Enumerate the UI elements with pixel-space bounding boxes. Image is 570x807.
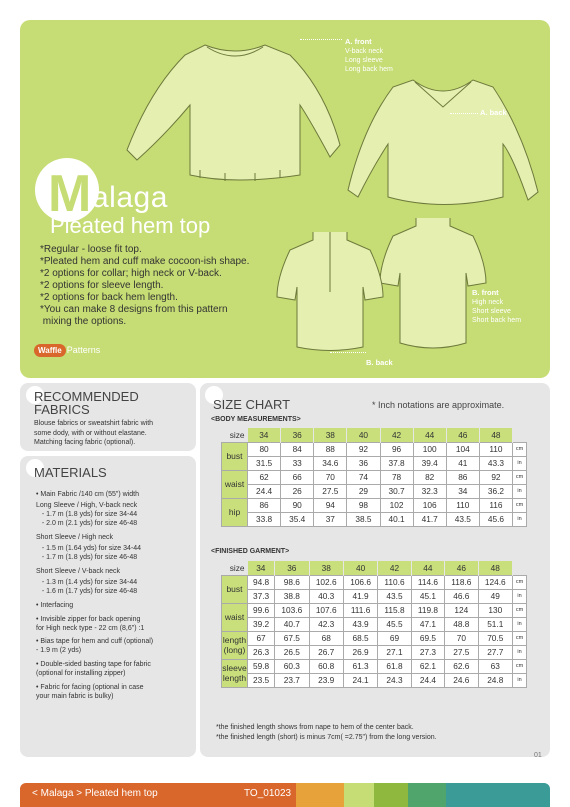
value-cell: 23.5 bbox=[248, 673, 275, 687]
value-cell: 38.5 bbox=[347, 512, 380, 526]
feature-item: *2 options for sleeve length. bbox=[40, 280, 164, 291]
value-cell: 43.5 bbox=[446, 512, 479, 526]
value-cell: 59.8 bbox=[248, 659, 275, 673]
value-cell: 48.8 bbox=[445, 617, 478, 631]
value-cell: 106.6 bbox=[343, 575, 377, 589]
size-header-cell: 44 bbox=[413, 428, 446, 442]
value-cell: 26.5 bbox=[275, 645, 309, 659]
hero-panel bbox=[20, 20, 550, 378]
value-cell: 45.6 bbox=[479, 512, 512, 526]
value-cell: 37.3 bbox=[248, 589, 275, 603]
unit-cell: in bbox=[513, 645, 527, 659]
callout-a-front-leader bbox=[300, 39, 342, 40]
brand-badge: Waffle bbox=[34, 344, 66, 357]
unit-cell: cm bbox=[513, 631, 527, 645]
title-initial: M bbox=[48, 165, 92, 223]
page-number: 01 bbox=[534, 752, 542, 759]
feature-item: *You can make 8 designs from this pattern bbox=[40, 304, 228, 315]
value-cell: 33 bbox=[281, 456, 314, 470]
value-cell: 27.5 bbox=[314, 484, 347, 498]
value-cell: 102.6 bbox=[309, 575, 343, 589]
fabrics-title-line: FABRICS bbox=[34, 402, 90, 417]
materials-item: - 1.3 m (1.4 yds) for size 34-44 bbox=[36, 579, 138, 586]
value-cell: 32.3 bbox=[413, 484, 446, 498]
table-row bbox=[222, 589, 527, 603]
value-cell: 103.6 bbox=[275, 603, 309, 617]
size-header-cell: 48 bbox=[479, 428, 512, 442]
unit-cell: in bbox=[513, 673, 527, 687]
value-cell: 86 bbox=[248, 498, 281, 512]
value-cell: 23.9 bbox=[309, 673, 343, 687]
fabrics-title bbox=[34, 390, 139, 416]
value-cell: 30.7 bbox=[380, 484, 413, 498]
unit-cell: in bbox=[513, 589, 527, 603]
table-row bbox=[222, 484, 527, 498]
value-cell: 98.6 bbox=[275, 575, 309, 589]
callout-b-back-leader bbox=[330, 352, 366, 353]
unit-cell: cm bbox=[513, 659, 527, 673]
callout-a-back bbox=[480, 108, 507, 118]
size-header-cell: 38 bbox=[309, 561, 343, 575]
value-cell: 43.3 bbox=[479, 456, 512, 470]
materials-item: Short Sleeve / High neck bbox=[36, 534, 114, 541]
finished-garment-table bbox=[221, 561, 527, 688]
row-label: length (long) bbox=[222, 631, 248, 659]
footer-color-segment bbox=[408, 783, 446, 807]
size-chart-note-line: *the finished length shows from nape to hem of the center back. bbox=[216, 724, 414, 731]
materials-item: - 1.6 m (1.7 yds) for size 46-48 bbox=[36, 588, 138, 595]
callout-a-front-title: A. front bbox=[345, 37, 372, 46]
garment-b-back-illustration bbox=[275, 232, 385, 357]
materials-item: - 1.9 m (2 yds) bbox=[36, 647, 82, 654]
fabrics-text-line: Matching facing fabric (optional). bbox=[34, 439, 136, 446]
value-cell: 74 bbox=[347, 470, 380, 484]
value-cell: 70 bbox=[445, 631, 478, 645]
value-cell: 118.6 bbox=[445, 575, 478, 589]
callout-b-front bbox=[472, 288, 521, 325]
value-cell: 46.6 bbox=[445, 589, 478, 603]
value-cell: 92 bbox=[479, 470, 512, 484]
value-cell: 34 bbox=[446, 484, 479, 498]
value-cell: 80 bbox=[248, 442, 281, 456]
materials-item: Long Sleeve / High, V-back neck bbox=[36, 502, 138, 509]
callout-a-back-title: A. back bbox=[480, 108, 507, 117]
footer-color-segment bbox=[446, 783, 550, 807]
table-row bbox=[222, 603, 527, 617]
row-label: bust bbox=[222, 442, 248, 470]
value-cell: 45.1 bbox=[411, 589, 444, 603]
garment-a-back-illustration bbox=[343, 72, 543, 222]
value-cell: 106 bbox=[413, 498, 446, 512]
size-header-cell: 46 bbox=[445, 561, 478, 575]
feature-item: *Regular - loose fit top. bbox=[40, 244, 142, 255]
callout-b-back-title: B. back bbox=[366, 358, 393, 367]
unit-cell: cm bbox=[513, 603, 527, 617]
table-row bbox=[222, 456, 527, 470]
unit-cell: in bbox=[513, 617, 527, 631]
callout-b-front-line: High neck bbox=[472, 299, 504, 306]
value-cell: 33.8 bbox=[248, 512, 281, 526]
value-cell: 94.8 bbox=[248, 575, 275, 589]
value-cell: 68.5 bbox=[343, 631, 377, 645]
value-cell: 26 bbox=[281, 484, 314, 498]
value-cell: 88 bbox=[314, 442, 347, 456]
value-cell: 61.3 bbox=[343, 659, 377, 673]
value-cell: 27.1 bbox=[378, 645, 411, 659]
callout-a-back-leader bbox=[450, 113, 478, 114]
fabrics-text bbox=[34, 419, 153, 448]
value-cell: 45.5 bbox=[378, 617, 411, 631]
size-header-cell: 34 bbox=[248, 428, 281, 442]
body-measurements-title: <BODY MEASUREMENTS> bbox=[211, 416, 301, 423]
feature-item: *Pleated hem and cuff make cocoon-ish shape. bbox=[40, 256, 250, 267]
value-cell: 82 bbox=[413, 470, 446, 484]
materials-item: • Invisible zipper for back opening bbox=[36, 616, 141, 623]
callout-a-front-line: V-back neck bbox=[345, 48, 384, 55]
size-chart-title: SIZE CHART bbox=[213, 397, 291, 412]
value-cell: 124.6 bbox=[478, 575, 512, 589]
size-chart-note: * Inch notations are approximate. bbox=[372, 400, 505, 410]
value-cell: 26.3 bbox=[248, 645, 275, 659]
value-cell: 31.5 bbox=[248, 456, 281, 470]
fabrics-text-line: some dody, with or without elastane. bbox=[34, 429, 147, 437]
value-cell: 110 bbox=[446, 498, 479, 512]
value-cell: 41.9 bbox=[343, 589, 377, 603]
value-cell: 69.5 bbox=[411, 631, 444, 645]
table-row bbox=[222, 498, 527, 512]
value-cell: 37.8 bbox=[380, 456, 413, 470]
size-header-cell: 36 bbox=[281, 428, 314, 442]
value-cell: 43.9 bbox=[343, 617, 377, 631]
value-cell: 124 bbox=[445, 603, 478, 617]
value-cell: 62.1 bbox=[411, 659, 444, 673]
unit-cell: cm bbox=[513, 442, 527, 456]
callout-a-front-line: Long sleeve bbox=[345, 57, 383, 64]
size-header-cell: 48 bbox=[478, 561, 512, 575]
unit-cell: cm bbox=[513, 470, 527, 484]
table-row bbox=[222, 617, 527, 631]
size-header-spacer bbox=[513, 561, 527, 575]
materials-title: MATERIALS bbox=[34, 465, 107, 480]
footer-color-segment bbox=[374, 783, 408, 807]
value-cell: 111.6 bbox=[343, 603, 377, 617]
size-chart-notes bbox=[216, 723, 437, 743]
value-cell: 23.7 bbox=[275, 673, 309, 687]
materials-item: your main fabric is bulky) bbox=[36, 693, 114, 700]
value-cell: 29 bbox=[347, 484, 380, 498]
value-cell: 27.5 bbox=[445, 645, 478, 659]
value-cell: 92 bbox=[347, 442, 380, 456]
size-header-cell: 42 bbox=[380, 428, 413, 442]
subtitle: Pleated hem top bbox=[50, 213, 211, 238]
callout-b-back bbox=[366, 358, 393, 368]
value-cell: 39.4 bbox=[413, 456, 446, 470]
row-label: hip bbox=[222, 498, 248, 526]
title-rest: alaga bbox=[92, 181, 168, 214]
value-cell: 100 bbox=[413, 442, 446, 456]
callout-a-front-line: Long back hem bbox=[345, 66, 393, 73]
unit-cell: cm bbox=[513, 498, 527, 512]
value-cell: 67.5 bbox=[275, 631, 309, 645]
footer-color-segment bbox=[344, 783, 374, 807]
table-row bbox=[222, 659, 527, 673]
finished-garment-title: <FINISHED GARMENT> bbox=[211, 548, 290, 555]
value-cell: 37 bbox=[314, 512, 347, 526]
value-cell: 115.8 bbox=[378, 603, 411, 617]
brand-logo bbox=[34, 344, 100, 357]
table-row bbox=[222, 575, 527, 589]
materials-item: Short Sleeve / V-back neck bbox=[36, 568, 121, 575]
value-cell: 24.8 bbox=[478, 673, 512, 687]
value-cell: 24.1 bbox=[343, 673, 377, 687]
value-cell: 110 bbox=[479, 442, 512, 456]
size-header-cell: 46 bbox=[446, 428, 479, 442]
value-cell: 60.8 bbox=[309, 659, 343, 673]
table-row bbox=[222, 673, 527, 687]
value-cell: 24.6 bbox=[445, 673, 478, 687]
value-cell: 116 bbox=[479, 498, 512, 512]
value-cell: 61.8 bbox=[378, 659, 411, 673]
unit-cell: in bbox=[513, 456, 527, 470]
size-header-cell: 34 bbox=[248, 561, 275, 575]
value-cell: 68 bbox=[309, 631, 343, 645]
value-cell: 90 bbox=[281, 498, 314, 512]
size-header-spacer bbox=[513, 428, 527, 442]
materials-item: • Main Fabric /140 cm (55") width bbox=[36, 491, 139, 498]
table-row bbox=[222, 512, 527, 526]
value-cell: 104 bbox=[446, 442, 479, 456]
callout-a-front bbox=[345, 37, 393, 74]
value-cell: 40.7 bbox=[275, 617, 309, 631]
table-row bbox=[222, 631, 527, 645]
materials-item: (optional for installing zipper) bbox=[36, 670, 126, 677]
value-cell: 34.6 bbox=[314, 456, 347, 470]
value-cell: 66 bbox=[281, 470, 314, 484]
value-cell: 40.3 bbox=[309, 589, 343, 603]
fabrics-text-line: Blouse fabrics or sweatshirt fabric with bbox=[34, 420, 154, 427]
value-cell: 99.6 bbox=[248, 603, 275, 617]
feature-item: mixing the options. bbox=[40, 316, 127, 327]
footer-breadcrumb: < Malaga > Pleated hem top bbox=[32, 788, 158, 799]
size-label: size bbox=[222, 561, 248, 575]
feature-item: *2 options for collar; high neck or V-back. bbox=[40, 268, 222, 279]
value-cell: 47.1 bbox=[411, 617, 444, 631]
materials-item: • Interfacing bbox=[36, 602, 74, 609]
value-cell: 51.1 bbox=[478, 617, 512, 631]
unit-cell: in bbox=[513, 484, 527, 498]
size-header-cell: 44 bbox=[411, 561, 444, 575]
callout-b-front-title: B. front bbox=[472, 288, 499, 297]
value-cell: 67 bbox=[248, 631, 275, 645]
size-header-cell: 40 bbox=[347, 428, 380, 442]
feature-item: *2 options for back hem length. bbox=[40, 292, 178, 303]
garment-a-front-illustration bbox=[115, 35, 355, 195]
value-cell: 38.8 bbox=[275, 589, 309, 603]
fabrics-title-line: RECOMMENDED bbox=[34, 389, 139, 404]
materials-item: - 1.7 m (1.8 yds) for size 34-44 bbox=[36, 511, 138, 518]
value-cell: 107.6 bbox=[309, 603, 343, 617]
unit-cell: in bbox=[513, 512, 527, 526]
value-cell: 78 bbox=[380, 470, 413, 484]
feature-list bbox=[40, 244, 249, 328]
value-cell: 102 bbox=[380, 498, 413, 512]
value-cell: 40.1 bbox=[380, 512, 413, 526]
footer-color-segment bbox=[296, 783, 344, 807]
materials-item: • Bias tape for hem and cuff (optional) bbox=[36, 638, 154, 645]
value-cell: 98 bbox=[347, 498, 380, 512]
callout-b-front-line: Short back hem bbox=[472, 317, 522, 324]
table-row bbox=[222, 645, 527, 659]
value-cell: 69 bbox=[378, 631, 411, 645]
footer-code: TO_01023 bbox=[244, 788, 292, 799]
row-label: sleeve length bbox=[222, 659, 248, 687]
value-cell: 63 bbox=[478, 659, 512, 673]
value-cell: 62 bbox=[248, 470, 281, 484]
size-header-cell: 40 bbox=[343, 561, 377, 575]
value-cell: 39.2 bbox=[248, 617, 275, 631]
row-label: bust bbox=[222, 575, 248, 603]
value-cell: 84 bbox=[281, 442, 314, 456]
callout-b-front-line: Short sleeve bbox=[472, 308, 511, 315]
size-header-cell: 42 bbox=[378, 561, 411, 575]
materials-item: - 2.0 m (2.1 yds) for size 46-48 bbox=[36, 520, 138, 527]
value-cell: 94 bbox=[314, 498, 347, 512]
row-label: waist bbox=[222, 470, 248, 498]
value-cell: 60.3 bbox=[275, 659, 309, 673]
value-cell: 36.2 bbox=[479, 484, 512, 498]
value-cell: 41 bbox=[446, 456, 479, 470]
value-cell: 70 bbox=[314, 470, 347, 484]
value-cell: 96 bbox=[380, 442, 413, 456]
row-label: waist bbox=[222, 603, 248, 631]
materials-item: for High neck type - 22 cm (8,6") :1 bbox=[36, 625, 145, 632]
value-cell: 86 bbox=[446, 470, 479, 484]
value-cell: 49 bbox=[478, 589, 512, 603]
value-cell: 26.9 bbox=[343, 645, 377, 659]
value-cell: 24.4 bbox=[248, 484, 281, 498]
value-cell: 27.3 bbox=[411, 645, 444, 659]
size-label: size bbox=[222, 428, 248, 442]
table-row bbox=[222, 470, 527, 484]
value-cell: 24.3 bbox=[378, 673, 411, 687]
materials-item: • Double-sided basting tape for fabric bbox=[36, 661, 151, 668]
value-cell: 62.6 bbox=[445, 659, 478, 673]
value-cell: 114.6 bbox=[411, 575, 444, 589]
value-cell: 24.4 bbox=[411, 673, 444, 687]
table-row bbox=[222, 442, 527, 456]
body-measurements-table bbox=[221, 428, 527, 527]
value-cell: 110.6 bbox=[378, 575, 411, 589]
materials-item: • Fabric for facing (optional in case bbox=[36, 684, 144, 691]
size-header-cell: 38 bbox=[314, 428, 347, 442]
materials-item: - 1.5 m (1.64 yds) for size 34-44 bbox=[36, 545, 142, 552]
value-cell: 41.7 bbox=[413, 512, 446, 526]
value-cell: 42.3 bbox=[309, 617, 343, 631]
value-cell: 70.5 bbox=[478, 631, 512, 645]
value-cell: 36 bbox=[347, 456, 380, 470]
unit-cell: cm bbox=[513, 575, 527, 589]
brand-text: Patterns bbox=[66, 345, 101, 355]
size-chart-note-line: *the finished length (short) is minus 7cm( =2.75") from the long version. bbox=[216, 734, 437, 741]
value-cell: 119.8 bbox=[411, 603, 444, 617]
value-cell: 27.7 bbox=[478, 645, 512, 659]
materials-item: - 1.7 m (1.8 yds) for size 46-48 bbox=[36, 554, 138, 561]
value-cell: 35.4 bbox=[281, 512, 314, 526]
value-cell: 43.5 bbox=[378, 589, 411, 603]
value-cell: 26.7 bbox=[309, 645, 343, 659]
value-cell: 130 bbox=[478, 603, 512, 617]
size-header-cell: 36 bbox=[275, 561, 309, 575]
